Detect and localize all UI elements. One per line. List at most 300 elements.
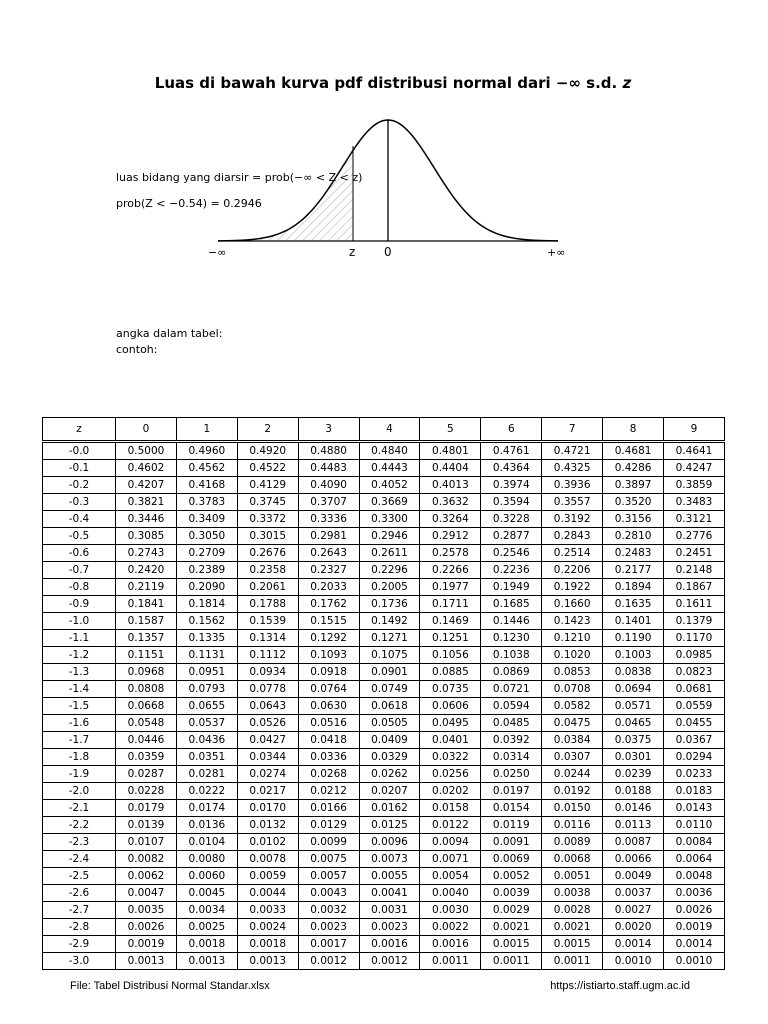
probability-cell: 0.0080	[176, 851, 237, 868]
probability-cell: 0.0025	[176, 919, 237, 936]
probability-cell: 0.1020	[542, 647, 603, 664]
header-digit-0: 0	[116, 418, 177, 442]
probability-cell: 0.0217	[237, 783, 298, 800]
probability-cell: 0.0040	[420, 885, 481, 902]
probability-cell: 0.0054	[420, 868, 481, 885]
probability-cell: 0.2119	[116, 579, 177, 596]
table-row	[43, 647, 725, 664]
probability-cell: 0.2148	[664, 562, 725, 579]
z-value-cell: -1.7	[43, 732, 116, 749]
probability-cell: 0.4052	[359, 477, 420, 494]
probability-cell: 0.0401	[420, 732, 481, 749]
probability-cell: 0.0708	[542, 681, 603, 698]
z-label: z	[349, 245, 356, 259]
probability-cell: 0.1314	[237, 630, 298, 647]
probability-cell: 0.0113	[603, 817, 664, 834]
z-value-cell: -0.0	[43, 442, 116, 460]
probability-cell: 0.2743	[116, 545, 177, 562]
probability-cell: 0.2912	[420, 528, 481, 545]
probability-cell: 0.2676	[237, 545, 298, 562]
table-row	[43, 885, 725, 902]
probability-cell: 0.0037	[603, 885, 664, 902]
probability-cell: 0.2546	[481, 545, 542, 562]
probability-cell: 0.0084	[664, 834, 725, 851]
probability-cell: 0.1841	[116, 596, 177, 613]
probability-cell: 0.4129	[237, 477, 298, 494]
page-title-text: Luas di bawah kurva pdf distribusi normal dari −∞ s.d.	[154, 74, 623, 92]
probability-cell: 0.0281	[176, 766, 237, 783]
probability-cell: 0.0951	[176, 664, 237, 681]
probability-cell: 0.2611	[359, 545, 420, 562]
probability-cell: 0.4404	[420, 460, 481, 477]
probability-cell: 0.1151	[116, 647, 177, 664]
probability-cell: 0.0192	[542, 783, 603, 800]
z-value-cell: -1.0	[43, 613, 116, 630]
probability-cell: 0.0033	[237, 902, 298, 919]
footer-url[interactable]: https://istiarto.staff.ugm.ac.id	[550, 980, 690, 992]
probability-cell: 0.0139	[116, 817, 177, 834]
header-digit-5: 5	[420, 418, 481, 442]
z-value-cell: -0.1	[43, 460, 116, 477]
probability-cell: 0.0010	[664, 953, 725, 970]
table-row	[43, 732, 725, 749]
probability-cell: 0.0022	[420, 919, 481, 936]
probability-cell: 0.0384	[542, 732, 603, 749]
probability-cell: 0.0055	[359, 868, 420, 885]
probability-cell: 0.0643	[237, 698, 298, 715]
probability-cell: 0.0808	[116, 681, 177, 698]
probability-cell: 0.0869	[481, 664, 542, 681]
probability-cell: 0.0901	[359, 664, 420, 681]
table-row	[43, 851, 725, 868]
probability-cell: 0.1093	[298, 647, 359, 664]
probability-cell: 0.0010	[603, 953, 664, 970]
zero-label: 0	[384, 245, 392, 259]
probability-cell: 0.0049	[603, 868, 664, 885]
probability-cell: 0.0110	[664, 817, 725, 834]
probability-cell: 0.0244	[542, 766, 603, 783]
probability-cell: 0.0427	[237, 732, 298, 749]
probability-cell: 0.0571	[603, 698, 664, 715]
probability-cell: 0.1587	[116, 613, 177, 630]
probability-cell: 0.0154	[481, 800, 542, 817]
probability-cell: 0.4920	[237, 442, 298, 460]
probability-cell: 0.0202	[420, 783, 481, 800]
probability-cell: 0.1251	[420, 630, 481, 647]
probability-cell: 0.2483	[603, 545, 664, 562]
table-row	[43, 953, 725, 970]
probability-cell: 0.0032	[298, 902, 359, 919]
probability-cell: 0.0023	[359, 919, 420, 936]
probability-cell: 0.0015	[542, 936, 603, 953]
z-value-cell: -2.9	[43, 936, 116, 953]
table-row	[43, 596, 725, 613]
probability-cell: 0.3669	[359, 494, 420, 511]
z-value-cell: -1.6	[43, 715, 116, 732]
z-value-cell: -0.6	[43, 545, 116, 562]
z-value-cell: -3.0	[43, 953, 116, 970]
z-value-cell: -1.3	[43, 664, 116, 681]
probability-cell: 0.0021	[481, 919, 542, 936]
probability-cell: 0.1210	[542, 630, 603, 647]
probability-cell: 0.0013	[237, 953, 298, 970]
probability-cell: 0.1271	[359, 630, 420, 647]
probability-cell: 0.1492	[359, 613, 420, 630]
probability-cell: 0.0166	[298, 800, 359, 817]
probability-cell: 0.0136	[176, 817, 237, 834]
probability-cell: 0.1423	[542, 613, 603, 630]
header-digit-8: 8	[603, 418, 664, 442]
probability-cell: 0.0838	[603, 664, 664, 681]
probability-cell: 0.1949	[481, 579, 542, 596]
probability-cell: 0.0014	[664, 936, 725, 953]
probability-cell: 0.0099	[298, 834, 359, 851]
probability-cell: 0.0047	[116, 885, 177, 902]
header-digit-4: 4	[359, 418, 420, 442]
probability-cell: 0.0045	[176, 885, 237, 902]
probability-cell: 0.0028	[542, 902, 603, 919]
probability-cell: 0.1515	[298, 613, 359, 630]
probability-cell: 0.3228	[481, 511, 542, 528]
probability-cell: 0.1711	[420, 596, 481, 613]
caption-shaded-area: luas bidang yang diarsir = prob(−∞ < Z < z)	[116, 171, 363, 184]
probability-cell: 0.4207	[116, 477, 177, 494]
probability-cell: 0.0307	[542, 749, 603, 766]
probability-cell: 0.0274	[237, 766, 298, 783]
probability-cell: 0.0256	[420, 766, 481, 783]
probability-cell: 0.0207	[359, 783, 420, 800]
probability-cell: 0.1335	[176, 630, 237, 647]
table-row	[43, 749, 725, 766]
probability-cell: 0.0096	[359, 834, 420, 851]
probability-cell: 0.2451	[664, 545, 725, 562]
table-row	[43, 545, 725, 562]
probability-cell: 0.0655	[176, 698, 237, 715]
probability-cell: 0.1736	[359, 596, 420, 613]
probability-cell: 0.0322	[420, 749, 481, 766]
table-row	[43, 936, 725, 953]
probability-cell: 0.0694	[603, 681, 664, 698]
table-header-row	[43, 418, 725, 442]
table-row	[43, 783, 725, 800]
z-value-cell: -2.8	[43, 919, 116, 936]
probability-cell: 0.4522	[237, 460, 298, 477]
probability-cell: 0.3372	[237, 511, 298, 528]
probability-cell: 0.0351	[176, 749, 237, 766]
probability-cell: 0.4721	[542, 442, 603, 460]
probability-cell: 0.2709	[176, 545, 237, 562]
probability-cell: 0.5000	[116, 442, 177, 460]
probability-cell: 0.0013	[176, 953, 237, 970]
probability-cell: 0.0029	[481, 902, 542, 919]
z-value-cell: -0.2	[43, 477, 116, 494]
probability-cell: 0.2578	[420, 545, 481, 562]
probability-cell: 0.0618	[359, 698, 420, 715]
probability-cell: 0.0071	[420, 851, 481, 868]
probability-cell: 0.2266	[420, 562, 481, 579]
header-digit-2: 2	[237, 418, 298, 442]
probability-cell: 0.0027	[603, 902, 664, 919]
probability-cell: 0.0057	[298, 868, 359, 885]
probability-cell: 0.2005	[359, 579, 420, 596]
probability-cell: 0.0885	[420, 664, 481, 681]
probability-cell: 0.0024	[237, 919, 298, 936]
probability-cell: 0.0485	[481, 715, 542, 732]
probability-cell: 0.3520	[603, 494, 664, 511]
probability-cell: 0.4602	[116, 460, 177, 477]
probability-cell: 0.0066	[603, 851, 664, 868]
table-row	[43, 919, 725, 936]
probability-cell: 0.0681	[664, 681, 725, 698]
probability-cell: 0.2946	[359, 528, 420, 545]
probability-cell: 0.0582	[542, 698, 603, 715]
table-row	[43, 562, 725, 579]
probability-cell: 0.0735	[420, 681, 481, 698]
probability-cell: 0.0107	[116, 834, 177, 851]
table-row	[43, 681, 725, 698]
header-digit-7: 7	[542, 418, 603, 442]
probability-cell: 0.3192	[542, 511, 603, 528]
probability-cell: 0.0011	[420, 953, 481, 970]
probability-cell: 0.0170	[237, 800, 298, 817]
probability-cell: 0.2877	[481, 528, 542, 545]
probability-cell: 0.0019	[664, 919, 725, 936]
probability-cell: 0.0934	[237, 664, 298, 681]
probability-cell: 0.0359	[116, 749, 177, 766]
probability-cell: 0.4761	[481, 442, 542, 460]
probability-cell: 0.2061	[237, 579, 298, 596]
probability-cell: 0.0082	[116, 851, 177, 868]
probability-cell: 0.0013	[116, 953, 177, 970]
probability-cell: 0.2420	[116, 562, 177, 579]
probability-cell: 0.0143	[664, 800, 725, 817]
probability-cell: 0.0016	[420, 936, 481, 953]
probability-cell: 0.0367	[664, 732, 725, 749]
probability-cell: 0.1075	[359, 647, 420, 664]
probability-cell: 0.0314	[481, 749, 542, 766]
z-value-cell: -2.4	[43, 851, 116, 868]
probability-cell: 0.0179	[116, 800, 177, 817]
probability-cell: 0.0034	[176, 902, 237, 919]
probability-cell: 0.2389	[176, 562, 237, 579]
table-row	[43, 511, 725, 528]
probability-cell: 0.3483	[664, 494, 725, 511]
probability-cell: 0.1814	[176, 596, 237, 613]
probability-cell: 0.0119	[481, 817, 542, 834]
probability-cell: 0.0392	[481, 732, 542, 749]
z-value-cell: -1.2	[43, 647, 116, 664]
table-row	[43, 477, 725, 494]
z-value-cell: -0.5	[43, 528, 116, 545]
probability-cell: 0.0228	[116, 783, 177, 800]
probability-cell: 0.0041	[359, 885, 420, 902]
probability-cell: 0.4801	[420, 442, 481, 460]
probability-cell: 0.0749	[359, 681, 420, 698]
probability-cell: 0.2776	[664, 528, 725, 545]
probability-cell: 0.0132	[237, 817, 298, 834]
probability-cell: 0.0048	[664, 868, 725, 885]
shaded-area	[218, 150, 353, 241]
probability-cell: 0.1170	[664, 630, 725, 647]
probability-cell: 0.4168	[176, 477, 237, 494]
table-row	[43, 579, 725, 596]
probability-cell: 0.3085	[116, 528, 177, 545]
probability-cell: 0.0122	[420, 817, 481, 834]
probability-cell: 0.1762	[298, 596, 359, 613]
probability-cell: 0.1660	[542, 596, 603, 613]
probability-cell: 0.2810	[603, 528, 664, 545]
probability-cell: 0.0465	[603, 715, 664, 732]
probability-cell: 0.4641	[664, 442, 725, 460]
probability-cell: 0.0174	[176, 800, 237, 817]
probability-cell: 0.0026	[116, 919, 177, 936]
probability-cell: 0.3594	[481, 494, 542, 511]
probability-cell: 0.4364	[481, 460, 542, 477]
table-row	[43, 442, 725, 460]
probability-cell: 0.1922	[542, 579, 603, 596]
probability-cell: 0.0559	[664, 698, 725, 715]
z-value-cell: -2.3	[43, 834, 116, 851]
probability-cell: 0.0087	[603, 834, 664, 851]
probability-cell: 0.4247	[664, 460, 725, 477]
probability-cell: 0.0052	[481, 868, 542, 885]
pos-infinity-label: +∞	[547, 246, 566, 259]
table-row	[43, 800, 725, 817]
probability-cell: 0.3050	[176, 528, 237, 545]
probability-cell: 0.0268	[298, 766, 359, 783]
probability-cell: 0.0764	[298, 681, 359, 698]
probability-cell: 0.0233	[664, 766, 725, 783]
table-row	[43, 630, 725, 647]
probability-cell: 0.0918	[298, 664, 359, 681]
z-value-cell: -1.9	[43, 766, 116, 783]
probability-cell: 0.0059	[237, 868, 298, 885]
probability-cell: 0.1894	[603, 579, 664, 596]
probability-cell: 0.0516	[298, 715, 359, 732]
probability-cell: 0.0548	[116, 715, 177, 732]
probability-cell: 0.1357	[116, 630, 177, 647]
probability-cell: 0.0668	[116, 698, 177, 715]
header-digit-1: 1	[176, 418, 237, 442]
probability-cell: 0.0038	[542, 885, 603, 902]
z-value-cell: -1.5	[43, 698, 116, 715]
probability-cell: 0.2033	[298, 579, 359, 596]
probability-cell: 0.0985	[664, 647, 725, 664]
probability-cell: 0.3783	[176, 494, 237, 511]
probability-cell: 0.3897	[603, 477, 664, 494]
probability-cell: 0.1292	[298, 630, 359, 647]
table-row	[43, 664, 725, 681]
z-value-cell: -1.4	[43, 681, 116, 698]
z-value-cell: -2.1	[43, 800, 116, 817]
probability-cell: 0.0036	[664, 885, 725, 902]
footer-file-name: File: Tabel Distribusi Normal Standar.xlsx	[70, 980, 270, 992]
probability-cell: 0.0051	[542, 868, 603, 885]
probability-cell: 0.3632	[420, 494, 481, 511]
header-digit-9: 9	[664, 418, 725, 442]
z-value-cell: -2.0	[43, 783, 116, 800]
probability-cell: 0.1562	[176, 613, 237, 630]
probability-cell: 0.4090	[298, 477, 359, 494]
z-value-cell: -0.7	[43, 562, 116, 579]
probability-cell: 0.1230	[481, 630, 542, 647]
probability-cell: 0.0823	[664, 664, 725, 681]
table-row	[43, 868, 725, 885]
probability-cell: 0.2177	[603, 562, 664, 579]
probability-cell: 0.0239	[603, 766, 664, 783]
probability-cell: 0.0212	[298, 783, 359, 800]
header-z: z	[43, 418, 116, 442]
probability-cell: 0.0436	[176, 732, 237, 749]
table-row	[43, 715, 725, 732]
probability-cell: 0.0094	[420, 834, 481, 851]
probability-cell: 0.1635	[603, 596, 664, 613]
probability-cell: 0.0078	[237, 851, 298, 868]
probability-cell: 0.2296	[359, 562, 420, 579]
probability-cell: 0.0018	[176, 936, 237, 953]
probability-cell: 0.1190	[603, 630, 664, 647]
table-row	[43, 902, 725, 919]
probability-cell: 0.4443	[359, 460, 420, 477]
probability-cell: 0.0630	[298, 698, 359, 715]
table-row	[43, 528, 725, 545]
probability-cell: 0.1685	[481, 596, 542, 613]
probability-cell: 0.0287	[116, 766, 177, 783]
probability-cell: 0.0594	[481, 698, 542, 715]
table-row	[43, 494, 725, 511]
probability-cell: 0.4483	[298, 460, 359, 477]
probability-cell: 0.0091	[481, 834, 542, 851]
probability-cell: 0.2843	[542, 528, 603, 545]
probability-cell: 0.1379	[664, 613, 725, 630]
probability-cell: 0.0089	[542, 834, 603, 851]
probability-cell: 0.2236	[481, 562, 542, 579]
table-row	[43, 817, 725, 834]
probability-cell: 0.2643	[298, 545, 359, 562]
probability-cell: 0.0060	[176, 868, 237, 885]
caption-example-prob: prob(Z < −0.54) = 0.2946	[116, 197, 262, 210]
probability-cell: 0.0104	[176, 834, 237, 851]
probability-cell: 0.1056	[420, 647, 481, 664]
probability-cell: 0.1867	[664, 579, 725, 596]
z-value-cell: -2.6	[43, 885, 116, 902]
probability-cell: 0.1401	[603, 613, 664, 630]
probability-cell: 0.0068	[542, 851, 603, 868]
probability-cell: 0.4840	[359, 442, 420, 460]
probability-cell: 0.3745	[237, 494, 298, 511]
probability-cell: 0.0455	[664, 715, 725, 732]
probability-cell: 0.0188	[603, 783, 664, 800]
probability-cell: 0.3156	[603, 511, 664, 528]
z-value-cell: -2.7	[43, 902, 116, 919]
probability-cell: 0.0018	[237, 936, 298, 953]
probability-cell: 0.2358	[237, 562, 298, 579]
probability-cell: 0.0475	[542, 715, 603, 732]
probability-cell: 0.0062	[116, 868, 177, 885]
probability-cell: 0.3015	[237, 528, 298, 545]
probability-cell: 0.0537	[176, 715, 237, 732]
probability-cell: 0.0069	[481, 851, 542, 868]
probability-cell: 0.2514	[542, 545, 603, 562]
probability-cell: 0.0015	[481, 936, 542, 953]
table-body	[43, 442, 725, 970]
probability-cell: 0.3936	[542, 477, 603, 494]
probability-cell: 0.3707	[298, 494, 359, 511]
probability-cell: 0.1788	[237, 596, 298, 613]
normal-curve-figure	[0, 0, 768, 300]
probability-cell: 0.0606	[420, 698, 481, 715]
note-example: contoh:	[116, 343, 158, 356]
